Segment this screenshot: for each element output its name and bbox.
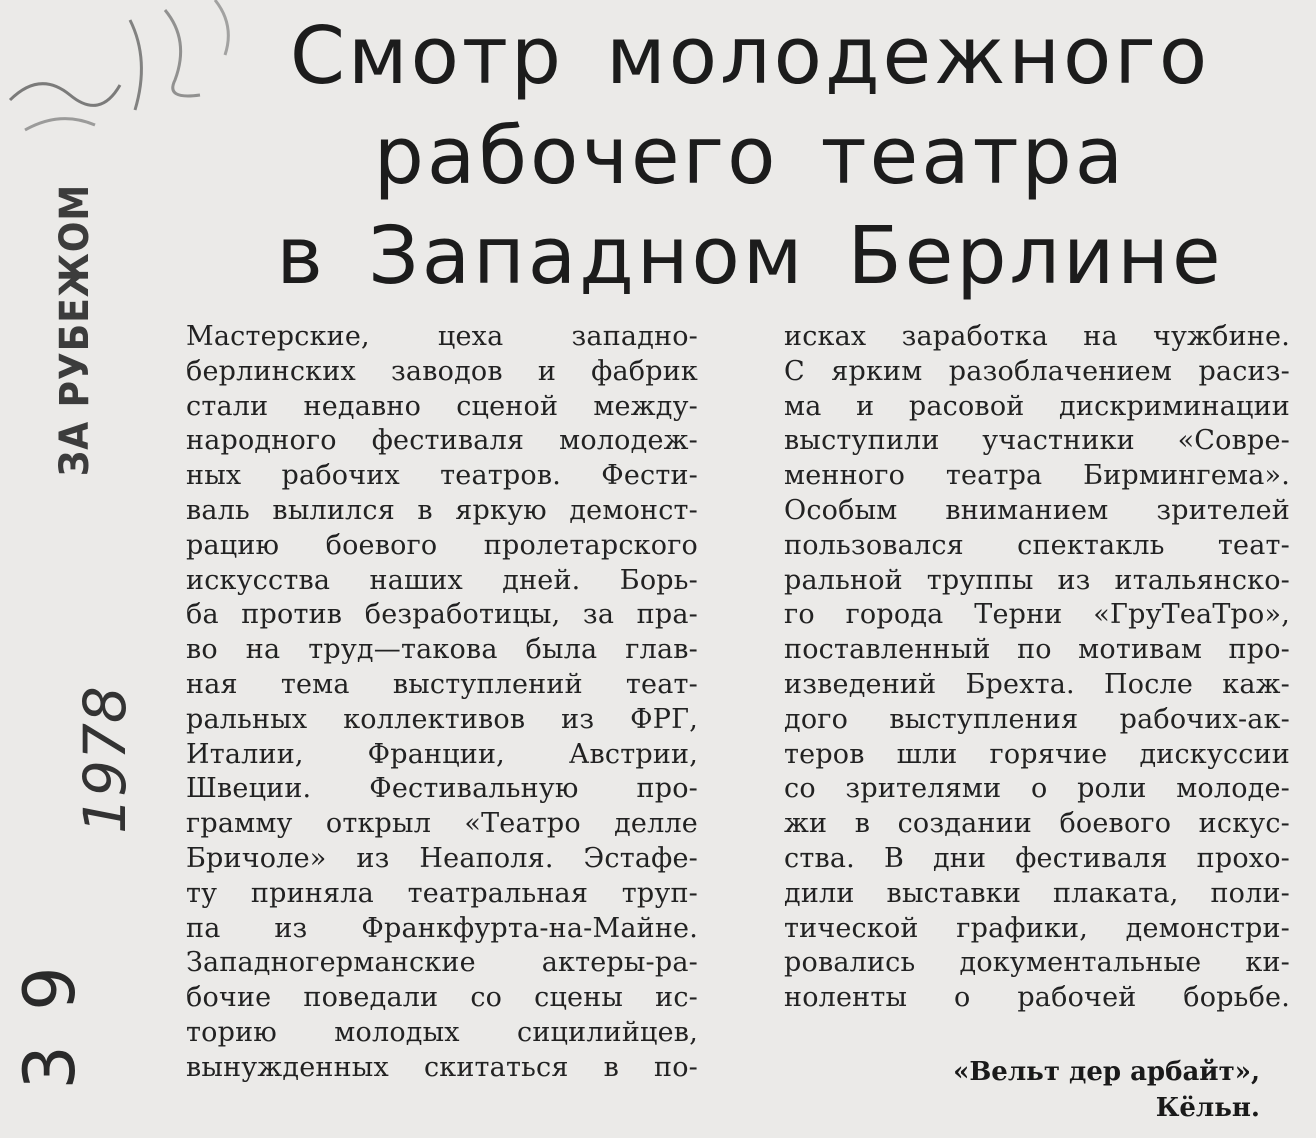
handwritten-scribble bbox=[0, 0, 260, 160]
section-rubric-label: ЗА РУБЕЖОМ bbox=[52, 183, 98, 477]
handwritten-number bbox=[5, 960, 95, 1090]
article-column-left: Мастерские, цеха западно- берлинских заводов и фабрик стали недавно сценой между- народного фестиваля молодеж- ных рабочих театров. Фести- валь вылился в яркую демонст- рацию боевого пролетарского искусства наших дней. Борь- ба против безработицы, за пра- во на труд—такова была глав- ная тема выступлений теат- ральных коллективов из ФРГ, Италии, Франции, Австрии, Швеции. Фестивальную про- грамму открыл «Театро делле Бричоле» из Неаполя. Эстафе- ту приняла театральная труп- па из Франкфурта-на-Майне. Западногерманские актеры-ра- бочие поведали со сцены ис- торию молодых сицилийцев, вынужденных скитаться в по- bbox=[186, 321, 698, 1083]
headline-line-1: Смотр молодежного bbox=[289, 10, 1211, 102]
article-column-right: исках заработка на чужбине. С ярким разоблачением расиз- ма и расовой дискриминации выступили участники «Совре- менного театра Бирмингема». Особым вниманием зрителей пользовался спектакль теат- ральной труппы из итальянско- го города Терни «ГруТеаТро», поставленный по мотивам про- изведений Брехта. После каж- дого выступления рабочих-ак- теров шли горячие дискуссии со зрителями о роли молоде- жи в создании боевого искус- ства. В дни фестиваля прохо- дили выставки плаката, поли- тической графики, демонстри- ровались документальные ки- ноленты о рабочей борьбе. bbox=[784, 321, 1290, 1014]
source-publication: «Вельт дер арбайт», bbox=[953, 1057, 1260, 1087]
handwritten-year bbox=[60, 680, 150, 840]
article-source bbox=[870, 1054, 1260, 1126]
headline-line-3: в Западном Берлине bbox=[276, 210, 1224, 302]
headline-line-2: рабочего театра bbox=[373, 110, 1127, 202]
handwritten-number-text: 3 9 bbox=[9, 960, 91, 1090]
source-city: Кёльн. bbox=[1155, 1093, 1260, 1123]
article-headline bbox=[240, 6, 1260, 306]
section-rubric bbox=[40, 180, 110, 480]
handwritten-year-text: 1978 bbox=[71, 686, 139, 834]
